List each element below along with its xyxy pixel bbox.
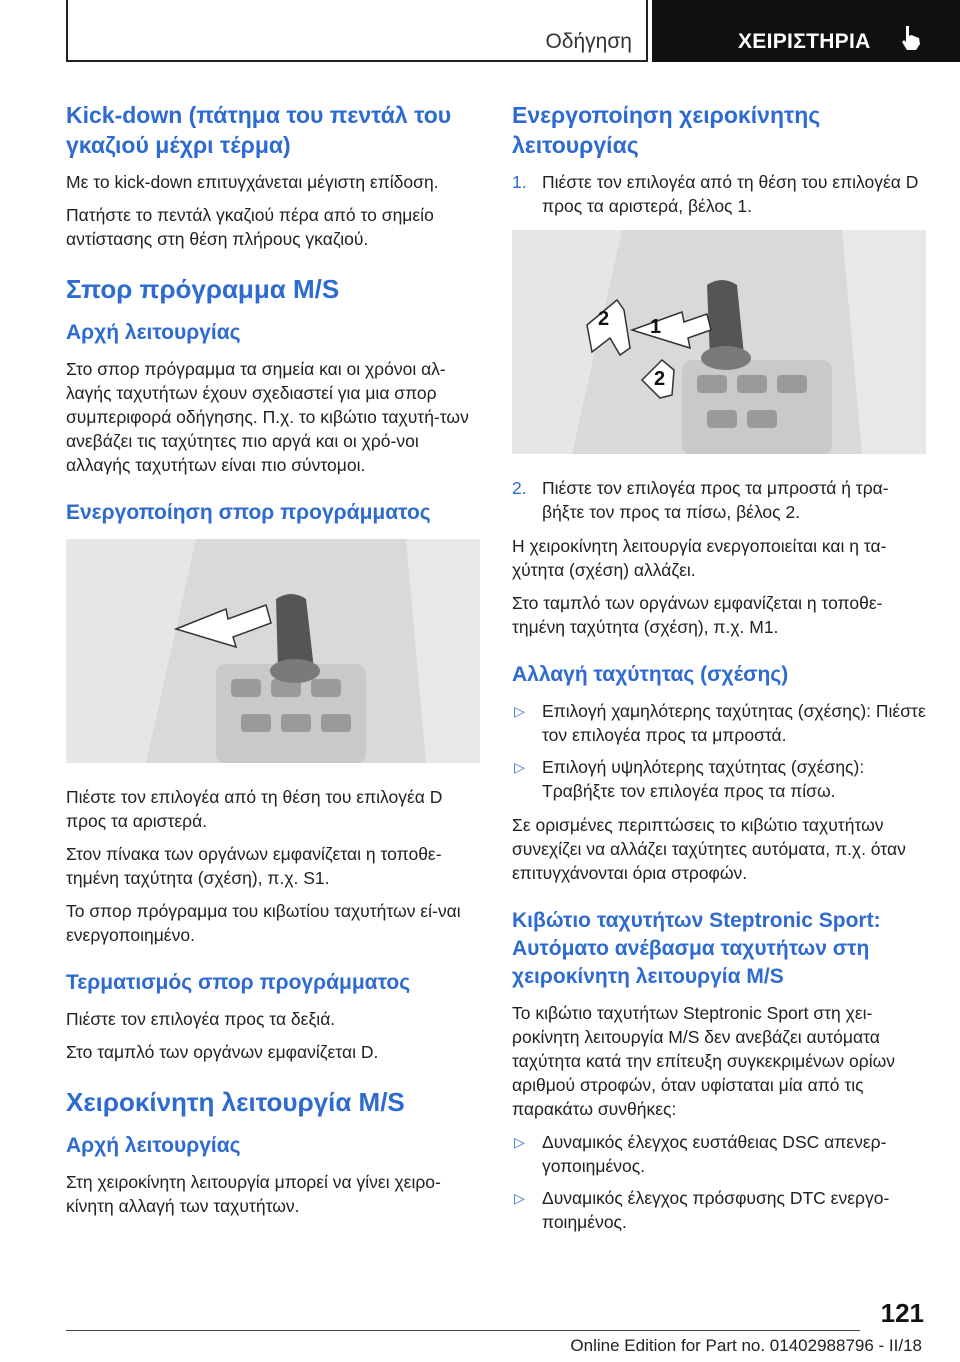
header-chapter-title: ΧΕΙΡΙΣΤΗΡΙΑ: [738, 30, 871, 53]
gear-selector-left-figure: [66, 539, 480, 763]
figure-label-2-top: 2: [598, 308, 610, 330]
list-item: [512, 1130, 926, 1178]
gear-selector-left-illustration: [66, 539, 480, 763]
step-item: [512, 476, 926, 524]
list-item: [512, 755, 926, 803]
steptronic-heading: Κιβώτιο ταχυτήτων Steptronic Sport: Αυτόματο ανέβασμα ταχυτήτων στη χειροκίνητη λειτουργία M/S: [512, 909, 881, 988]
right-column: [512, 100, 926, 1244]
list-item: [512, 699, 926, 747]
sport-end-paragraph-1: Πιέστε τον επιλογέα προς τα δεξιά.: [66, 1009, 336, 1029]
triangle-bullet-icon: ▷: [514, 1190, 525, 1206]
triangle-bullet-icon: ▷: [514, 703, 525, 719]
shift-heading: Αλλαγή ταχύτητας (σχέσης): [512, 663, 789, 686]
sport-end-heading: Τερματισμός σπορ προγράμματος: [66, 971, 411, 994]
steptronic-paragraph: Το κιβώτιο ταχυτήτων Steptronic Sport στη χει-ροκίνητη λειτουργία M/S δεν ανεβάζει αυτόματα ταχύτητα κατά την επίτευξη συγκεκριμένων ορίων αριθμού στροφών, όταν υφίσταται μία από τις παρακάτω συνθήκες:: [512, 1003, 896, 1119]
gear-selector-right-figure: [512, 230, 926, 454]
manual-enable-heading: Ενεργοποίηση χειροκίνητης λειτουργίας: [512, 102, 821, 158]
sport-principle-heading: Αρχή λειτουργίας: [66, 321, 241, 344]
hand-pointer-icon: [896, 22, 926, 52]
manual-enable-steps-continued: [512, 476, 926, 524]
manual-enable-paragraph-2: Στο ταμπλό των οργάνων εμφανίζεται η τοποθε-τημένη ταχύτητα (σχέση), π.χ. M1.: [512, 593, 883, 637]
figure-label-2-bottom: 2: [654, 368, 666, 390]
manual-enable-steps: [512, 170, 926, 218]
header-section-title: Οδήγηση: [545, 30, 632, 53]
manual-principle-paragraph: Στη χειροκίνητη λειτουργία μπορεί να γίνει χειρο-κίνητη αλλαγή των ταχυτήτων.: [66, 1172, 441, 1216]
header-section-box: [66, 0, 648, 62]
left-column: [66, 100, 480, 1227]
kickdown-heading: Kick-down (πάτημα του πεντάλ του γκαζιού μέχρι τέρμα): [66, 102, 452, 158]
header-chapter-box: [652, 0, 960, 62]
list-item-text: Επιλογή υψηλότερης ταχύτητας (σχέσης): Τραβήξτε τον επιλογέα προς τα πίσω.: [542, 757, 865, 801]
manual-enable-paragraph-1: Η χειροκίνητη λειτουργία ενεργοποιείται και η τα-χύτητα (σχέση) αλλάζει.: [512, 536, 887, 580]
figure-label-1: 1: [650, 316, 662, 338]
sport-end-paragraph-2: Στο ταμπλό των οργάνων εμφανίζεται D.: [66, 1042, 379, 1062]
page-number: 121: [880, 1298, 924, 1328]
sport-heading: Σπορ πρόγραμμα M/S: [66, 274, 340, 304]
list-item-text: Δυναμικός έλεγχος πρόσφυσης DTC ενεργο-ποιημένος.: [542, 1188, 890, 1232]
sport-principle-paragraph: Στο σπορ πρόγραμμα τα σημεία και οι χρόνοι αλ-λαγής ταχυτήτων έχουν σχεδιαστεί για μια σπορ συμπεριφορά οδήγησης. Π.χ. το κιβώτιο ταχυτή-των ανεβάζει τις ταχύτητες πιο αργά και οι χρό-νοι αλλαγής ταχυτήτων είναι πιο σύντομοι.: [66, 359, 469, 475]
list-item-text: Δυναμικός έλεγχος ευστάθειας DSC απενερ-γοποιημένος.: [542, 1132, 887, 1176]
gear-selector-right-illustration: [512, 230, 926, 454]
step-text: Πιέστε τον επιλογέα προς τα μπροστά ή τρα-βήξτε τον προς τα πίσω, βέλος 2.: [542, 478, 889, 522]
kickdown-paragraph-1: Με το kick-down επιτυγχάνεται μέγιστη επίδοση.: [66, 172, 439, 192]
sport-activate-paragraph-1: Πιέστε τον επιλογέα από τη θέση του επιλογέα D προς τα αριστερά.: [66, 787, 443, 831]
step-number: 1.: [512, 172, 527, 192]
sport-activate-heading: Ενεργοποίηση σπορ προγράμματος: [66, 501, 431, 524]
manual-heading: Χειροκίνητη λειτουργία M/S: [66, 1087, 405, 1117]
list-item-text: Επιλογή χαμηλότερης ταχύτητας (σχέσης): Πιέστε τον επιλογέα προς τα μπροστά.: [542, 701, 926, 745]
footer-edition: Online Edition for Part no. 01402988796 - II/18: [570, 1336, 922, 1355]
step-text: Πιέστε τον επιλογέα από τη θέση του επιλογέα D προς τα αριστερά, βέλος 1.: [542, 172, 919, 216]
step-item: [512, 170, 926, 218]
step-number: 2.: [512, 478, 527, 498]
manual-principle-heading: Αρχή λειτουργίας: [66, 1134, 241, 1157]
conditions-list: [512, 1130, 926, 1234]
shift-paragraph: Σε ορισμένες περιπτώσεις το κιβώτιο ταχυτήτων συνεχίζει να αλλάζει ταχύτητες αυτόματα, π.χ. όταν επιτυγχάνονται όρια στροφών.: [512, 815, 906, 883]
footer-divider: [66, 1330, 860, 1331]
list-item: [512, 1186, 926, 1234]
sport-activate-paragraph-2: Στον πίνακα των οργάνων εμφανίζεται η τοποθε-τημένη ταχύτητα (σχέση), π.χ. S1.: [66, 844, 442, 888]
triangle-bullet-icon: ▷: [514, 759, 525, 775]
triangle-bullet-icon: ▷: [514, 1134, 525, 1150]
kickdown-paragraph-2: Πατήστε το πεντάλ γκαζιού πέρα από το σημείο αντίστασης στη θέση πλήρους γκαζιού.: [66, 205, 434, 249]
sport-activate-paragraph-3: Το σπορ πρόγραμμα του κιβωτίου ταχυτήτων εί-ναι ενεργοποιημένο.: [66, 901, 461, 945]
shift-list: [512, 699, 926, 803]
